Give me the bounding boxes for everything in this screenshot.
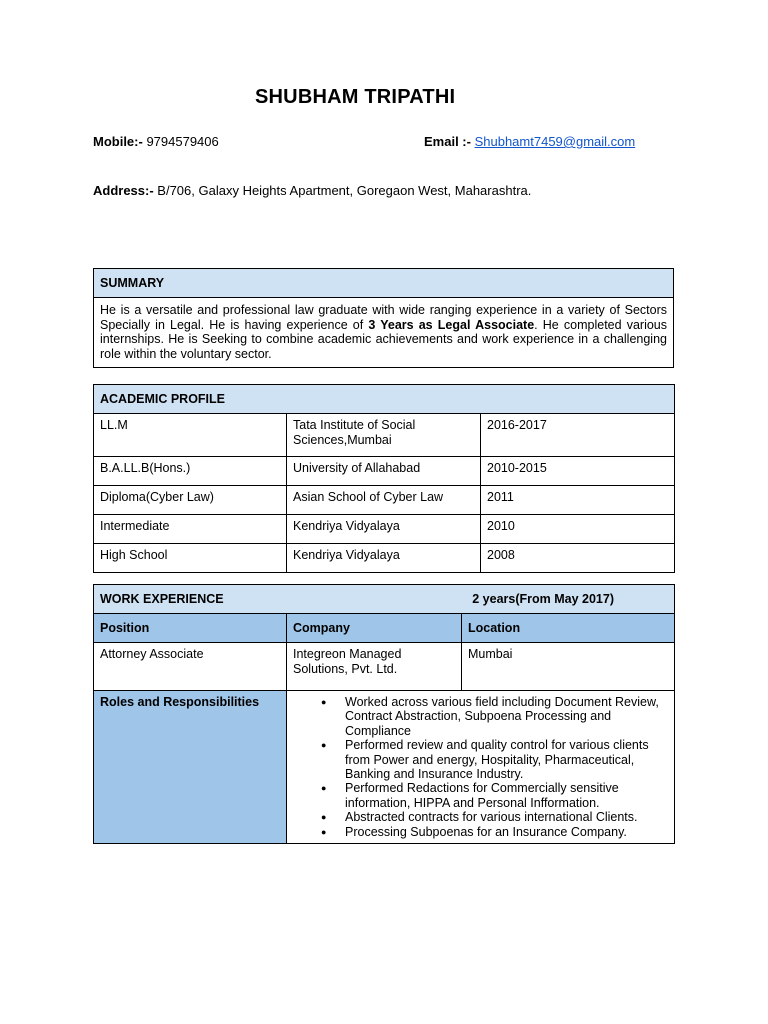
duty-item: ● Performed review and quality control for various clients from Power and energy, Hospitality, Pharmaceutical, Banking and Insurance Industry. <box>321 738 668 781</box>
job-company: Integreon Managed Solutions, Pvt. Ltd. <box>287 643 462 691</box>
duty-item: ● Processing Subpoenas for an Insurance Company. <box>321 825 668 839</box>
academic-degree: B.A.LL.B(Hons.) <box>94 457 287 486</box>
email-label: Email :- <box>424 134 471 149</box>
job-location: Mumbai <box>462 643 675 691</box>
job-row <box>94 643 675 691</box>
academic-years: 2010 <box>481 515 675 544</box>
academic-institute: Asian School of Cyber Law <box>287 486 481 515</box>
mobile-value: 9794579406 <box>142 134 219 149</box>
address-value: B/706, Galaxy Heights Apartment, Goregaon West, Maharashtra. <box>153 183 532 198</box>
academic-years: 2010-2015 <box>481 457 675 486</box>
address-label: Address:- <box>93 183 154 198</box>
duties-list <box>293 695 668 839</box>
summary-text-part-2: . He completed various internships. He is Seeking to combine academic achievements and work experience in a challenging role within the voluntary sector. <box>100 317 668 361</box>
summary-text-highlight: 3 Years as Legal Associate <box>368 317 535 332</box>
email-link[interactable]: Shubhamt7459@gmail.com <box>474 134 636 149</box>
academic-institute: Tata Institute of Social Sciences,Mumbai <box>287 414 481 457</box>
job-position: Attorney Associate <box>94 643 287 691</box>
summary-table <box>93 268 674 368</box>
academic-years: 2016-2017 <box>481 414 675 457</box>
summary-text-part-1: He is a versatile and professional law graduate with wide ranging experience in a variety of Sectors Specially in Legal. He is having experience of <box>100 303 667 332</box>
roles-row <box>94 691 675 844</box>
academic-degree: Diploma(Cyber Law) <box>94 486 287 515</box>
academic-table <box>93 384 675 573</box>
academic-degree: LL.M <box>94 414 287 457</box>
work-duration: 2 years(From May 2017) <box>472 591 614 606</box>
candidate-name: SHUBHAM TRIPATHI <box>255 86 456 108</box>
academic-row <box>94 457 675 486</box>
academic-degree: High School <box>94 544 287 573</box>
duty-item: ● Abstracted contracts for various international Clients. <box>321 810 668 824</box>
column-header-company: Company <box>287 614 462 643</box>
duty-item: ● Performed Redactions for Commercially sensitive information, HIPPA and Personal Infformation. <box>321 781 668 810</box>
work-heading: WORK EXPERIENCE <box>100 591 224 606</box>
academic-institute: Kendriya Vidyalaya <box>287 544 481 573</box>
work-table <box>93 584 675 844</box>
academic-heading: ACADEMIC PROFILE <box>94 385 675 414</box>
academic-row <box>94 414 675 457</box>
email-line <box>424 134 635 149</box>
duty-item: ● Worked across various field including Document Review, Contract Abstraction, Subpoena Processing and Compliance <box>321 695 668 738</box>
academic-institute: Kendriya Vidyalaya <box>287 515 481 544</box>
summary-text <box>94 298 674 368</box>
work-heading-row <box>94 585 675 614</box>
academic-years: 2008 <box>481 544 675 573</box>
address-line <box>93 183 531 198</box>
academic-institute: University of Allahabad <box>287 457 481 486</box>
mobile-line <box>93 134 219 149</box>
roles-label: Roles and Responsibilities <box>94 691 287 844</box>
summary-heading: SUMMARY <box>94 269 674 298</box>
academic-row <box>94 544 675 573</box>
academic-years: 2011 <box>481 486 675 515</box>
column-header-position: Position <box>94 614 287 643</box>
academic-degree: Intermediate <box>94 515 287 544</box>
mobile-label: Mobile:- <box>93 134 143 149</box>
academic-row <box>94 515 675 544</box>
roles-cell <box>287 691 675 844</box>
column-header-location: Location <box>462 614 675 643</box>
academic-row <box>94 486 675 515</box>
